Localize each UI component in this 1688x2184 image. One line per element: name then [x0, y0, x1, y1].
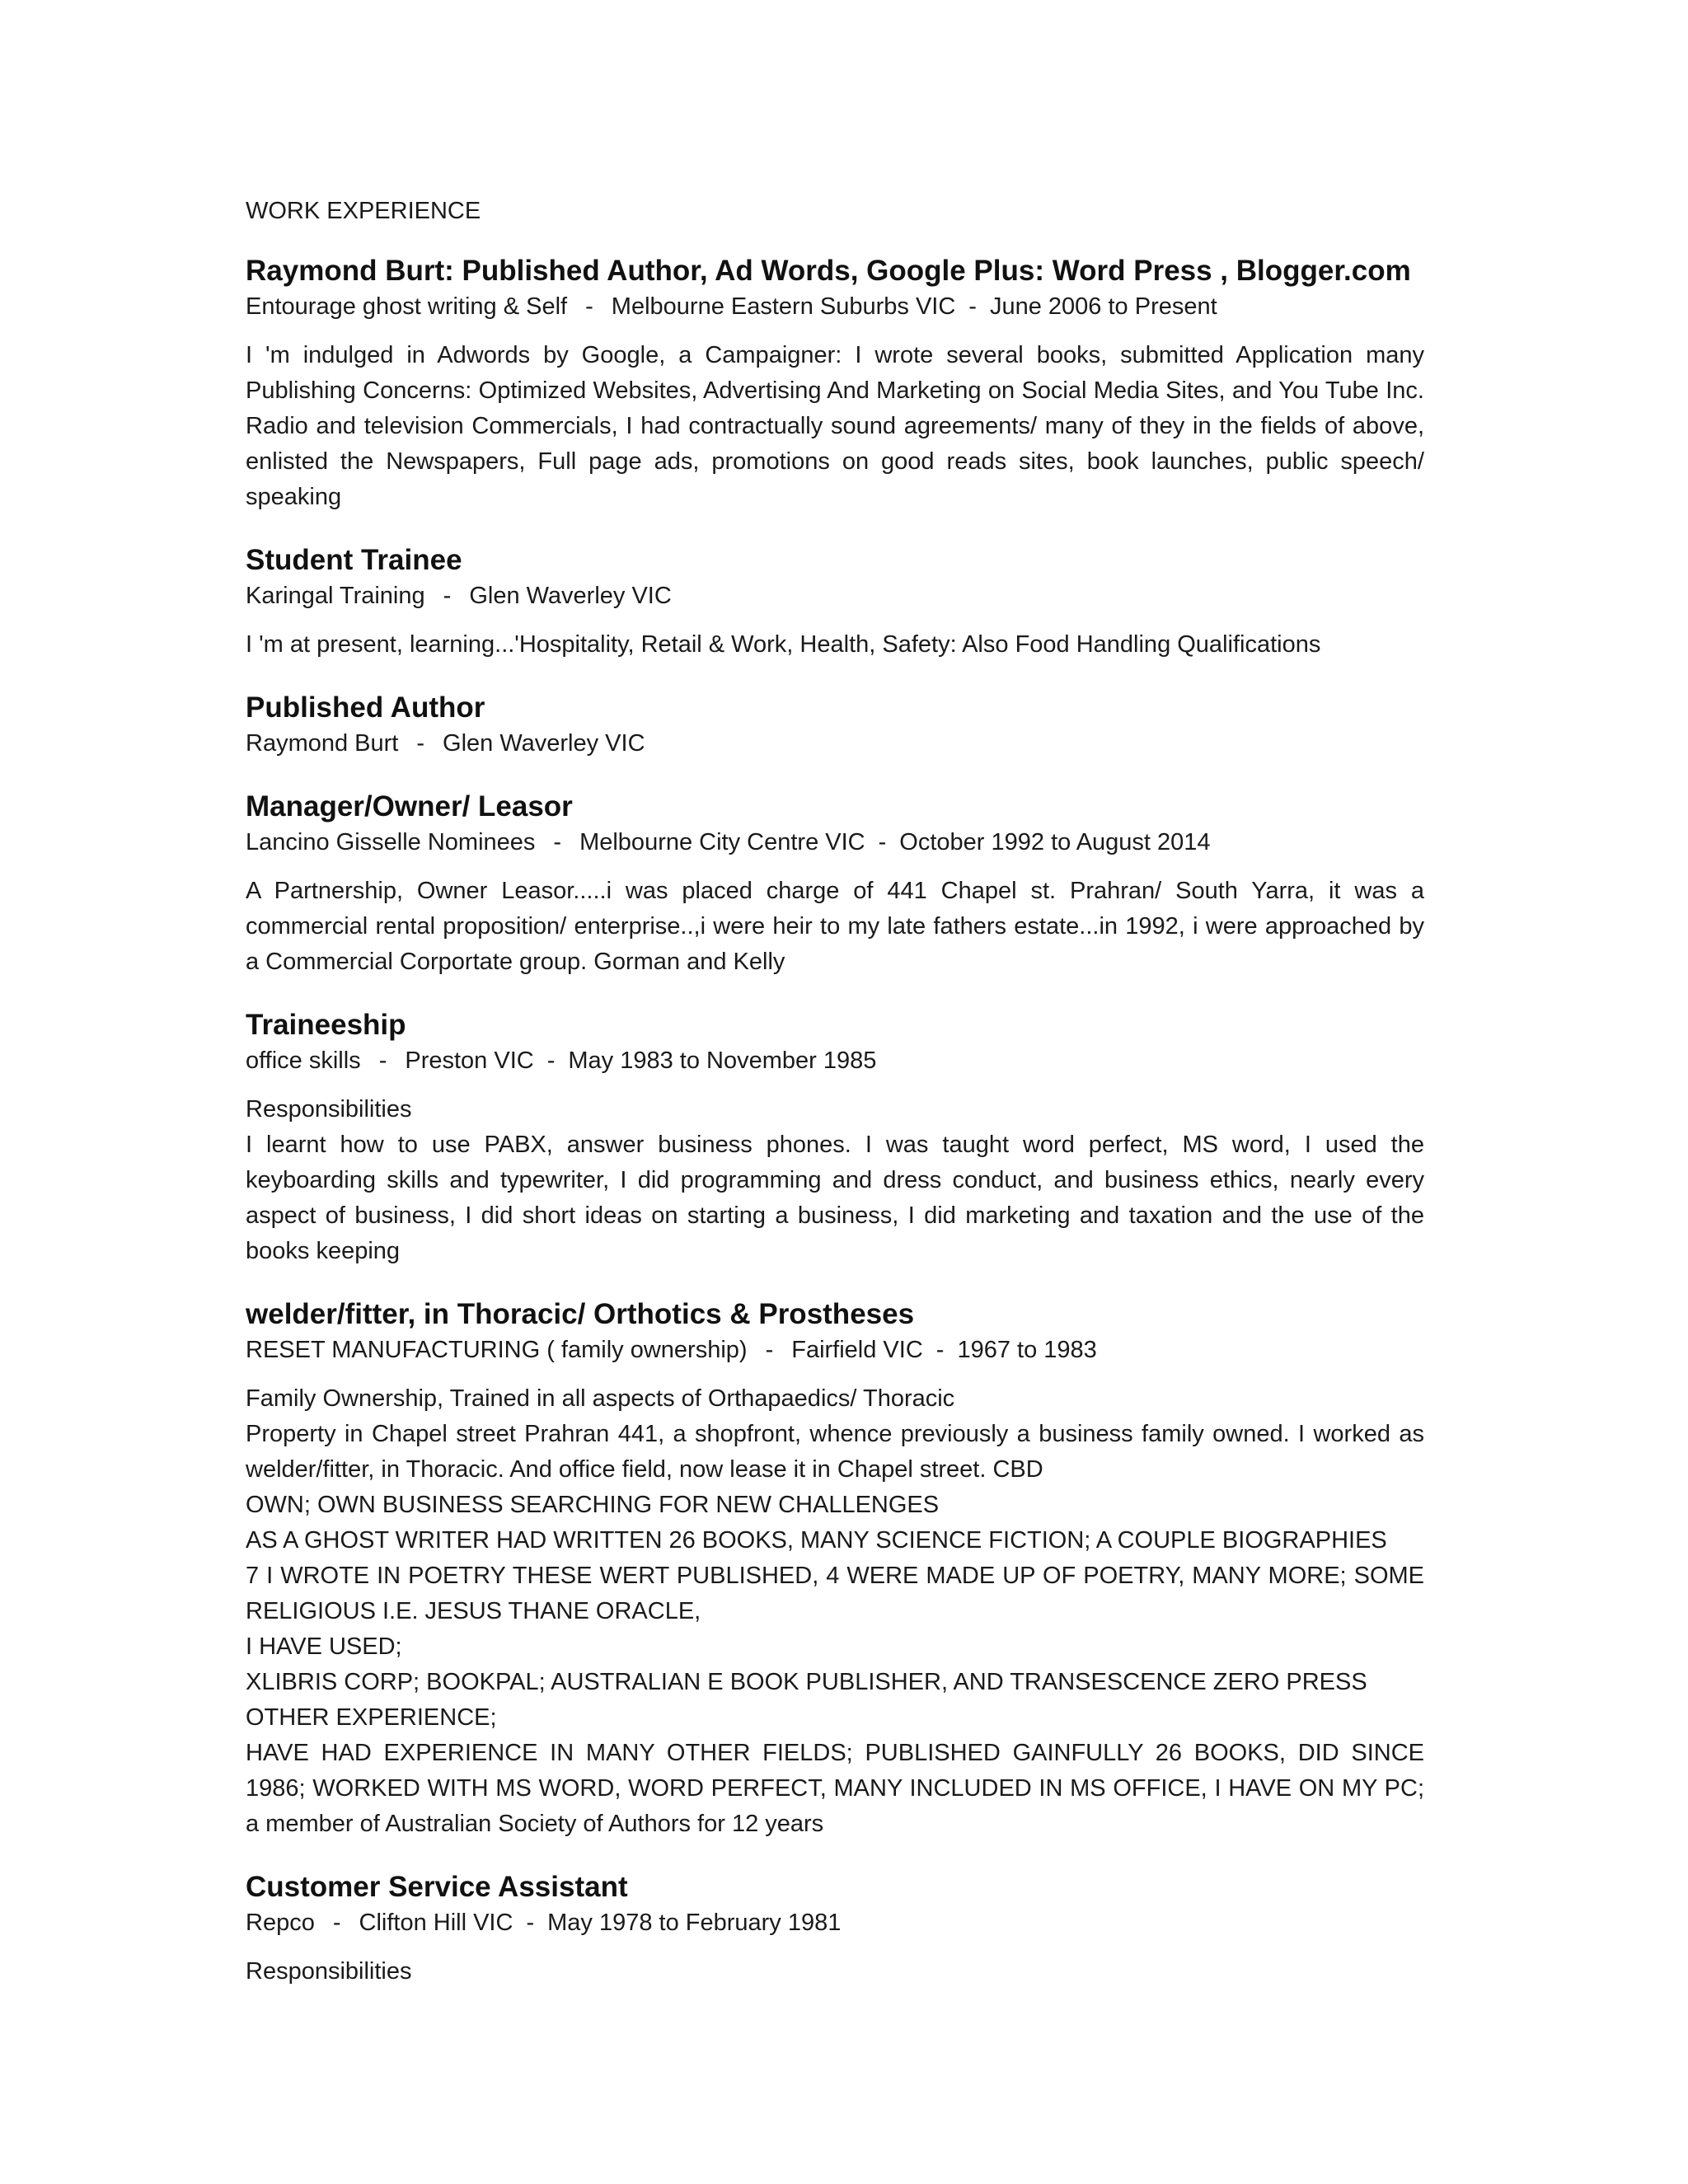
- job-meta: [246, 1333, 1424, 1368]
- description-paragraph: I 'm at present, learning...'Hospitality, Retail & Work, Health, Safety: Also Food Handling Qualifications: [246, 631, 1321, 658]
- description-paragraph: A Partnership, Owner Leasor.....i was placed charge of 441 Chapel st. Prahran/ South Yarra, it was a commercial rental proposition/ enterprise..,i were heir to my late fathers estate...in 1992, i were approached by a Commercial Corportate group. Gorman and Kelly: [246, 878, 1424, 975]
- separator: -: [553, 829, 562, 855]
- job-title: Published Author: [246, 691, 485, 724]
- separator: -: [416, 730, 425, 757]
- job-location: Glen Waverley VIC: [469, 583, 672, 609]
- job-description: [246, 1381, 1424, 1842]
- separator: -: [378, 1047, 387, 1074]
- description-paragraph: I learnt how to use PABX, answer business phones. I was taught word perfect, MS word, I used the keyboarding skills and typewriter, I did programming and dress conduct, and business ethics, nearly every aspect of business, I did short ideas on starting a business, I did marketing and taxation and the use of the books keeping: [246, 1132, 1424, 1264]
- description-line: Family Ownership, Trained in all aspects of Orthapaedics/ Thoracic: [246, 1385, 955, 1412]
- separator: -: [765, 1337, 774, 1363]
- separator: -: [546, 1047, 556, 1074]
- job-dates: 1967 to 1983: [957, 1337, 1097, 1363]
- job-title: welder/fitter, in Thoracic/ Orthotics & Prostheses: [246, 1298, 915, 1330]
- separator: -: [443, 583, 452, 609]
- job-company: office skills: [246, 1047, 361, 1074]
- job-description: [246, 338, 1424, 515]
- separator: -: [935, 1337, 945, 1363]
- job-dates: May 1978 to February 1981: [547, 1910, 842, 1936]
- job-company: Karingal Training: [246, 583, 425, 609]
- job-company: Lancino Gisselle Nominees: [246, 829, 536, 855]
- job-location: Glen Waverley VIC: [443, 730, 645, 757]
- responsibilities-label: Responsibilities: [246, 1096, 412, 1122]
- job-location: Melbourne Eastern Suburbs VIC: [611, 293, 956, 320]
- job-location: Preston VIC: [405, 1047, 534, 1074]
- description-paragraph: HAVE HAD EXPERIENCE IN MANY OTHER FIELDS; PUBLISHED GAINFULLY 26 BOOKS, DID SINCE 1986; WORKED WITH MS WORD, WORD PERFECT, MANY INCLUDED IN MS OFFICE, I HAVE ON MY PC; a member of Australian Society of Authors for 12 years: [246, 1740, 1424, 1837]
- job-entry: [246, 253, 1424, 515]
- job-meta: [246, 579, 1424, 614]
- job-title: Manager/Owner/ Leasor: [246, 790, 573, 823]
- resume-page: [246, 194, 1424, 2017]
- job-company: Raymond Burt: [246, 730, 399, 757]
- job-title: Traineeship: [246, 1009, 406, 1041]
- separator: -: [968, 293, 977, 320]
- job-description: [246, 1092, 1424, 1269]
- responsibilities-label: Responsibilities: [246, 1958, 412, 1985]
- job-title: Customer Service Assistant: [246, 1871, 628, 1903]
- job-meta: [246, 726, 1424, 762]
- job-location: Fairfield VIC: [791, 1337, 923, 1363]
- job-dates: October 1992 to August 2014: [899, 829, 1211, 855]
- job-meta: [246, 289, 1424, 325]
- job-entry: [246, 542, 1424, 663]
- separator: -: [332, 1910, 341, 1936]
- separator: -: [878, 829, 887, 855]
- job-company: Repco: [246, 1910, 315, 1936]
- job-location: Clifton Hill VIC: [359, 1910, 513, 1936]
- separator: -: [585, 293, 593, 320]
- description-line: AS A GHOST WRITER HAD WRITTEN 26 BOOKS, MANY SCIENCE FICTION; A COUPLE BIOGRAPHIES: [246, 1527, 1387, 1554]
- description-paragraph: 7 I WROTE IN POETRY THESE WERT PUBLISHED, 4 WERE MADE UP OF POETRY, MANY MORE; SOME RELIGIOUS I.E. JESUS THANE ORACLE,: [246, 1563, 1424, 1624]
- job-company: Entourage ghost writing & Self: [246, 293, 568, 320]
- description-paragraph: Property in Chapel street Prahran 441, a shopfront, whence previously a business family owned. I worked as welder/fitter, in Thoracic. And office field, now lease it in Chapel street. CBD: [246, 1421, 1424, 1483]
- job-meta: [246, 1905, 1424, 1941]
- job-meta: [246, 1043, 1424, 1079]
- job-meta: [246, 825, 1424, 860]
- job-company: RESET MANUFACTURING ( family ownership): [246, 1337, 748, 1363]
- job-entry: [246, 690, 1424, 762]
- job-entry: [246, 1296, 1424, 1842]
- description-paragraph: I 'm indulged in Adwords by Google, a Campaigner: I wrote several books, submitted Application many Publishing Concerns: Optimized Websites, Advertising And Marketing on Social Media Sites, and You Tube Inc. Radio and television Commercials, I had contractually sound agreements/ many of they in the fields of above, enlisted the Newspapers, Full page ads, promotions on good reads sites, book launches, public speech/ speaking: [246, 342, 1424, 510]
- job-dates: May 1983 to November 1985: [568, 1047, 877, 1074]
- job-description: [246, 627, 1424, 663]
- description-line: OWN; OWN BUSINESS SEARCHING FOR NEW CHALLENGES: [246, 1492, 940, 1518]
- job-description: [246, 1954, 1424, 1990]
- job-entry: [246, 789, 1424, 980]
- section-title: WORK EXPERIENCE: [246, 198, 481, 224]
- description-line: XLIBRIS CORP; BOOKPAL; AUSTRALIAN E BOOK PUBLISHER, AND TRANSESCENCE ZERO PRESS: [246, 1669, 1367, 1695]
- job-entry: [246, 1869, 1424, 1990]
- description-line: OTHER EXPERIENCE;: [246, 1704, 497, 1731]
- job-title: Raymond Burt: Published Author, Ad Words, Google Plus: Word Press , Blogger.com: [246, 255, 1411, 287]
- job-description: [246, 874, 1424, 980]
- job-dates: June 2006 to Present: [989, 293, 1217, 320]
- job-title: Student Trainee: [246, 544, 462, 576]
- separator: -: [526, 1910, 535, 1936]
- job-location: Melbourne City Centre VIC: [579, 829, 865, 855]
- description-line: I HAVE USED;: [246, 1633, 402, 1660]
- job-entry: [246, 1007, 1424, 1269]
